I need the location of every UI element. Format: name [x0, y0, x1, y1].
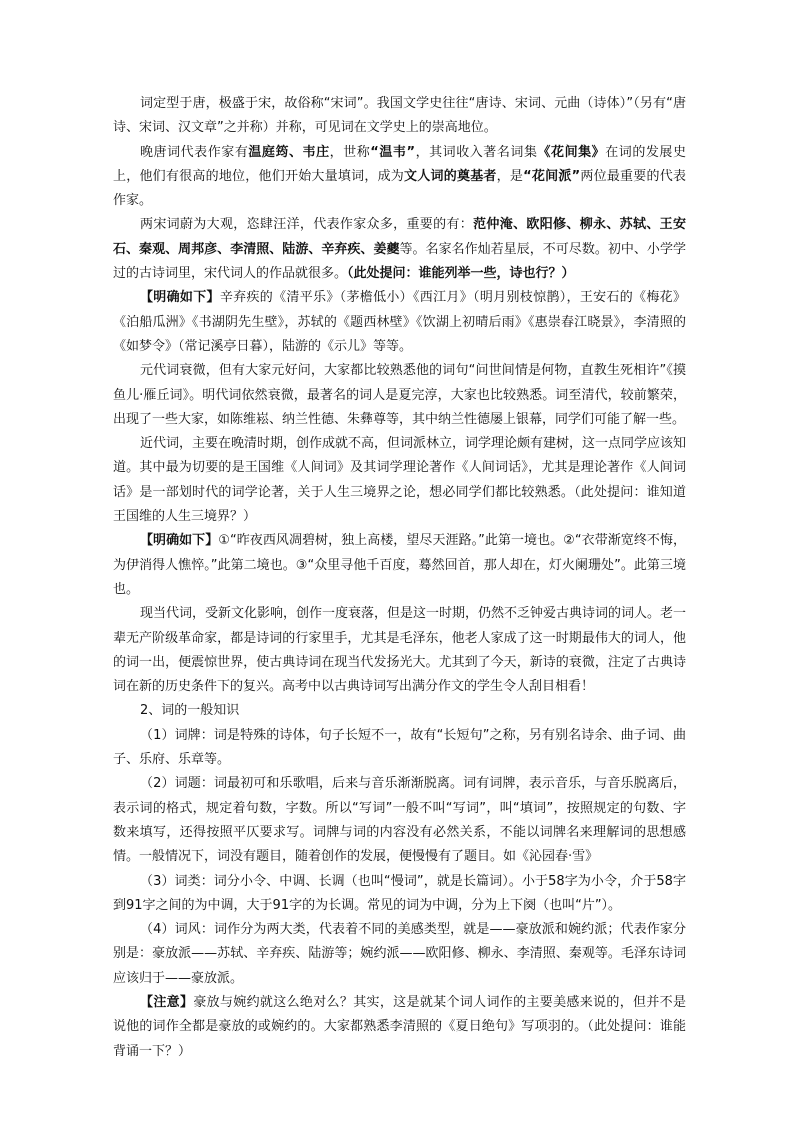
- text-run: 两位最重要的代表作家。: [113, 168, 686, 209]
- bold-text: 【明确如下】: [140, 290, 220, 306]
- bold-text: 《花间集》: [537, 144, 606, 160]
- text-run: ，是: [496, 168, 524, 184]
- text-run: 词定型于唐，极盛于宋，故俗称“宋词”。我国文学史往往“唐诗、宋词、元曲（诗体）”（另有“唐诗、宋词、汉文章”之并称）并称，可见词在文学史上的崇高地位。: [113, 96, 686, 136]
- text-run: ①“昨夜西风凋碧树，独上高楼，望尽天涯路。”此第一境也。②“衣带渐宽终不悔，为伊消得人憔悴。”此第二境也。③“众里寻他千百度，蓦然回首，那人却在，灯火阑珊处”。此第三境也。: [113, 533, 686, 597]
- text-run: （2）词题：词最初可和乐歌唱，后来与音乐渐渐脱离。词有词牌，表示音乐，与音乐脱离后，表示词的格式，规定着句数，字数。所以“写词”一般不叫“写词”，叫“填词”，按照规定的句数、字数来填写，还得按照平仄要求写。词牌与词的内容没有必然关系，不能以词牌名来理解词的思想感情。一般情况下，词没有题目，随着创作的发展，便慢慢有了题目。如《沁园春·雪》: [113, 776, 686, 865]
- paragraph: [113, 918, 686, 991]
- text-run: 现当代词，受新文化影响，创作一度衰落，但是这一时期，仍然不乏钟爱古典诗词的词人。老一辈无产阶级革命家，都是诗词的行家里手，尤其是毛泽东，他老人家成了这一时期最伟大的词人，他的词一出，便震惊世界，使古典诗词在现当代发扬光大。尤其到了今天，新诗的衰微，注定了古典诗词在新的历史条件下的复兴。高考中以古典诗词写出满分作文的学生令人刮目相看！: [113, 606, 687, 695]
- text-run: 晚唐词代表作家有: [140, 144, 249, 160]
- text-run: （1）词牌：词是特殊的诗体，句子长短不一，故有“长短句”之称，另有别名诗余、曲子词、曲子、乐府、乐章等。: [113, 727, 686, 768]
- paragraph: [113, 724, 686, 773]
- text-run: （3）词类：词分小令、中调、长调（也叫“慢词”，就是长篇词）。小于58字为小令，介于58字到91字之间的为中调，大于91字的为长调。常见的词为中调，分为上下阕（也叫“片”）。: [113, 873, 686, 913]
- text-run: 两宋词蔚为大观，恣肆汪洋，代表作家众多，重要的有：: [140, 217, 474, 233]
- bold-text: “温韦”: [370, 144, 416, 160]
- text-run: （4）词风：词作分为两大类，代表着不同的美感类型，就是——豪放派和婉约派；代表作家分别是：豪放派——苏轼、辛弃疾、陆游等；婉约派——欧阳修、柳永、李清照、秦观等。毛泽东诗词应该归于——豪放派。: [113, 922, 686, 986]
- paragraph: [113, 286, 686, 359]
- paragraph: [113, 991, 686, 1064]
- bold-text: 【注意】: [140, 994, 194, 1010]
- paragraph: [113, 870, 686, 919]
- document-body: [113, 92, 686, 1064]
- paragraph: [113, 141, 686, 214]
- paragraph: [113, 772, 686, 869]
- paragraph: [113, 529, 686, 602]
- paragraph: [113, 432, 686, 529]
- text-run: 辛弃疾的《清平乐》（茅檐低小）《西江月》（明月别枝惊鹊），王安石的《梅花》《泊船瓜洲》《书湖阴先生壁》，苏轼的《题西林壁》《饮湖上初晴后雨》《惠崇春江晓景》，李清照的《如梦令》（常记溪亭日暮），陆游的《示儿》等等。: [113, 290, 686, 354]
- text-run: ，其词收入著名词集: [415, 144, 538, 160]
- text-run: 元代词衰微，但有大家元好问，大家都比较熟悉他的词句“问世间情是何物，直教生死相许”《摸鱼儿·雁丘词》。明代词依然衰微，最著名的词人是夏完淳，大家也比较熟悉。词至清代，较前繁荣，出现了一些大家，如陈维崧、纳兰性德、朱彝尊等，其中纳兰性德屡上银幕，同学们可能了解一些。: [113, 363, 686, 427]
- text-run: 2、词的一般知识: [140, 703, 240, 719]
- bold-text: 温庭筠、韦庄: [248, 144, 330, 160]
- paragraph: [113, 359, 686, 432]
- text-run: 豪放与婉约就这么绝对么？其实，这是就某个词人词作的主要美感来说的，但并不是说他的词作全都是豪放的或婉约的。大家都熟悉李清照的《夏日绝句》写项羽的。（此处提问：谁能背诵一下？）: [113, 994, 686, 1059]
- paragraph: [113, 213, 686, 286]
- text-run: 等。名家名作灿若星辰，不可尽数。初中、小学学过的古诗词里，宋代词人的作品就很多。: [113, 241, 686, 282]
- paragraph: [113, 92, 686, 141]
- bold-text: 范仲淹、欧阳修、柳永、苏轼、王安石、秦观、周邦彦、李清照、陆游、辛弃疾、姜夔: [113, 217, 686, 257]
- bold-text: “花间派”: [523, 168, 581, 184]
- bold-text: 【明确如下】: [140, 533, 219, 549]
- paragraph: [113, 699, 686, 723]
- text-run: 近代词，主要在晚清时期，创作成就不高，但词派林立，词学理论颇有建树，这一点同学应该知道。其中最为切要的是王国维《人间词》及其词学理论著作《人间词话》，尤其是理论著作《人间词话》是一部划时代的词学论著，关于人生三境界之论，想必同学们都比较熟悉。（此处提问：谁知道王国维的人生三境界？）: [113, 436, 687, 525]
- text-run: ，世称: [329, 144, 371, 160]
- paragraph: [113, 602, 686, 699]
- bold-text: （此处提问：谁能列举一些，诗也行？）: [347, 266, 575, 282]
- text-run: 在词的发展史上，他们有很高的地位，他们开始大量填词，成为: [113, 144, 686, 184]
- bold-text: 文人词的奠基者: [404, 168, 497, 184]
